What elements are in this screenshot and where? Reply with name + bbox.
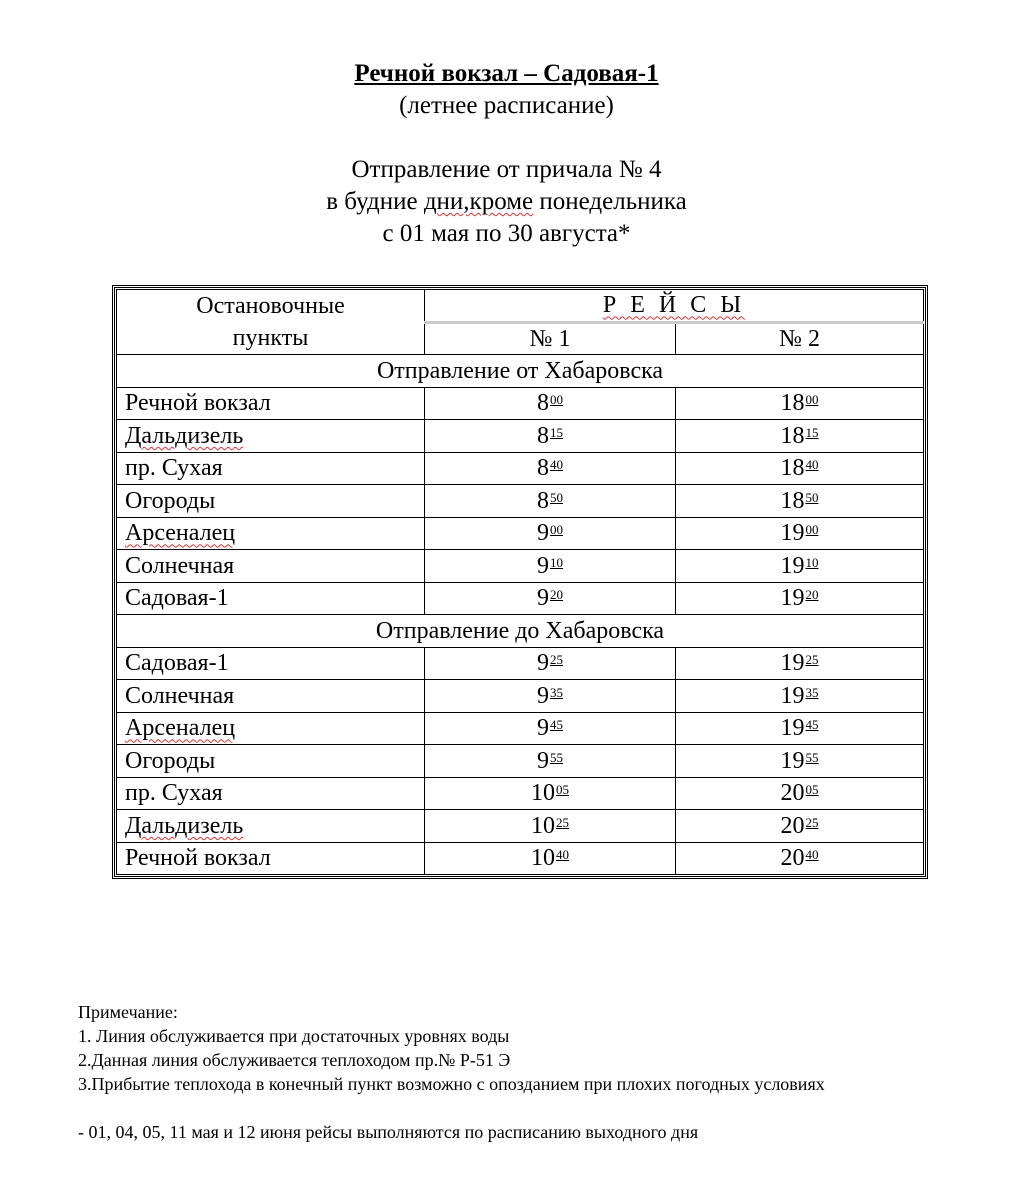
- stop-name: [117, 712, 425, 745]
- table-row: [117, 582, 924, 615]
- time-minutes: 40: [805, 457, 819, 473]
- stop-name: [117, 550, 425, 583]
- table-row: [117, 517, 924, 550]
- time-hours: 10: [531, 845, 555, 872]
- note-3: 3.Прибытие теплохода в конечный пункт возможно с опозданием при плохих погодных условиях: [78, 1074, 825, 1094]
- trip1-time: [425, 387, 676, 420]
- operating-days: [0, 186, 1013, 218]
- trip2-time: [676, 485, 924, 518]
- time-minutes: 00: [550, 392, 563, 408]
- stop-name: [117, 485, 425, 518]
- time-hours: 19: [780, 747, 805, 774]
- time-hours: 19: [780, 585, 805, 612]
- stop-name-text: Речной вокзал: [125, 390, 271, 417]
- time-hours: 8: [537, 455, 549, 482]
- trip2-time: [676, 517, 924, 550]
- stop-name: [117, 777, 425, 810]
- stop-name: [117, 582, 425, 615]
- trip1-time: [425, 810, 676, 843]
- time-minutes: 50: [805, 489, 819, 505]
- departure-pier: Отправление от причала № 4: [351, 156, 662, 183]
- stop-name-text: Солнечная: [125, 682, 235, 709]
- trip1-time: [425, 550, 676, 583]
- time-hours: 18: [780, 487, 805, 514]
- time-minutes: 25: [550, 652, 563, 668]
- table-row: [117, 810, 924, 843]
- stop-name: [117, 745, 425, 778]
- trip2-time: [676, 452, 924, 485]
- section-row-to: [117, 615, 924, 648]
- stop-name: [117, 680, 425, 713]
- time-hours: 19: [780, 552, 805, 579]
- trip1-header: № 1: [425, 322, 676, 355]
- time-minutes: 25: [556, 814, 569, 830]
- trip1-time: [425, 680, 676, 713]
- time-minutes: 00: [805, 522, 819, 538]
- time-hours: 20: [780, 845, 805, 872]
- time-hours: 19: [780, 650, 805, 677]
- stop-name: [117, 452, 425, 485]
- trip1-time: [425, 745, 676, 778]
- time-hours: 9: [537, 747, 549, 774]
- table-row: [117, 842, 924, 875]
- trip1-time: [425, 777, 676, 810]
- time-hours: 10: [531, 812, 555, 839]
- trip2-time: [676, 712, 924, 745]
- operating-days-post: понедельника: [533, 188, 687, 215]
- time-hours: 9: [537, 585, 549, 612]
- time-minutes: 45: [550, 717, 563, 733]
- trip2-time: [676, 387, 924, 420]
- trip2-header: № 2: [676, 322, 924, 355]
- trip1-time: [425, 517, 676, 550]
- time-minutes: 25: [805, 652, 819, 668]
- stop-name: [117, 420, 425, 453]
- stop-name-text: Арсеналец: [125, 715, 236, 742]
- time-minutes: 50: [550, 489, 563, 505]
- time-hours: 18: [780, 390, 805, 417]
- col-stops-header-bottom: пункты: [117, 322, 425, 355]
- time-minutes: 25: [805, 814, 819, 830]
- trip2-time: [676, 420, 924, 453]
- schedule-subtitle: (летнее расписание): [399, 92, 614, 119]
- time-minutes: 55: [805, 749, 819, 765]
- stop-name-text: Садовая-1: [125, 585, 229, 612]
- table-row: [117, 387, 924, 420]
- time-minutes: 15: [805, 424, 819, 440]
- operating-days-pre: в будние: [326, 188, 424, 215]
- time-hours: 18: [780, 455, 805, 482]
- time-hours: 19: [780, 715, 805, 742]
- notes: [78, 1000, 998, 1144]
- stop-name: [117, 810, 425, 843]
- table-row: [117, 420, 924, 453]
- note-2: 2.Данная линия обслуживается теплоходом пр.№ Р-51 Э: [78, 1050, 511, 1070]
- time-minutes: 35: [805, 684, 819, 700]
- trip2-time: [676, 810, 924, 843]
- stop-name-text: Арсеналец: [125, 520, 236, 547]
- stop-name-text: Дальдизель: [125, 422, 244, 449]
- time-hours: 20: [780, 812, 805, 839]
- trip1-time: [425, 485, 676, 518]
- trips-header-label: Р Е Й С Ы: [602, 292, 746, 319]
- stop-name: [117, 647, 425, 680]
- section-from-khabarovsk: Отправление от Хабаровска: [117, 355, 924, 388]
- note-4: - 01, 04, 05, 11 мая и 12 июня рейсы выполняются по расписанию выходного дня: [78, 1122, 699, 1142]
- stop-name-text: Речной вокзал: [125, 845, 271, 872]
- time-hours: 10: [531, 780, 555, 807]
- trip1-time: [425, 712, 676, 745]
- time-hours: 19: [780, 682, 805, 709]
- table-row: [117, 745, 924, 778]
- time-hours: 19: [780, 520, 805, 547]
- time-hours: 9: [537, 552, 549, 579]
- time-minutes: 45: [805, 717, 819, 733]
- time-hours: 9: [537, 715, 549, 742]
- time-minutes: 40: [805, 847, 819, 863]
- trip2-time: [676, 647, 924, 680]
- trip2-time: [676, 582, 924, 615]
- table-row: [117, 680, 924, 713]
- time-hours: 9: [537, 520, 549, 547]
- notes-heading: Примечание:: [78, 1002, 178, 1022]
- time-hours: 8: [537, 422, 549, 449]
- time-minutes: 15: [550, 424, 563, 440]
- table-row: [117, 452, 924, 485]
- stop-name-text: Огороды: [125, 747, 216, 774]
- trip1-time: [425, 647, 676, 680]
- stop-name: [117, 387, 425, 420]
- time-minutes: 10: [550, 554, 563, 570]
- table-row: [117, 485, 924, 518]
- table-row: [117, 550, 924, 583]
- route-title: Речной вокзал – Садовая-1: [354, 60, 659, 87]
- time-minutes: 10: [805, 554, 819, 570]
- stop-name: [117, 842, 425, 875]
- time-minutes: 00: [550, 522, 563, 538]
- time-minutes: 35: [550, 684, 563, 700]
- time-minutes: 00: [805, 392, 819, 408]
- stop-name: [117, 517, 425, 550]
- table-row: [117, 647, 924, 680]
- stop-name-text: пр. Сухая: [125, 455, 223, 482]
- trip1-time: [425, 420, 676, 453]
- time-minutes: 05: [805, 782, 819, 798]
- trip1-time: [425, 452, 676, 485]
- time-minutes: 20: [805, 587, 819, 603]
- time-hours: 8: [537, 487, 549, 514]
- schedule-table: [112, 285, 928, 879]
- time-minutes: 05: [556, 782, 569, 798]
- time-hours: 8: [537, 390, 549, 417]
- trip1-time: [425, 582, 676, 615]
- time-hours: 9: [537, 682, 549, 709]
- season-dates: с 01 мая по 30 августа*: [382, 220, 631, 247]
- time-minutes: 20: [550, 587, 563, 603]
- subheader-row: [117, 322, 924, 355]
- time-minutes: 40: [556, 847, 569, 863]
- trips-header: [425, 290, 924, 323]
- trip1-time: [425, 842, 676, 875]
- section-to-khabarovsk: Отправление до Хабаровска: [117, 615, 924, 648]
- stop-name-text: Садовая-1: [125, 650, 229, 677]
- time-minutes: 55: [550, 749, 563, 765]
- document-header: [0, 58, 1013, 250]
- section-row-from: [117, 355, 924, 388]
- table-row: [117, 777, 924, 810]
- table-row: [117, 712, 924, 745]
- time-hours: 9: [537, 650, 549, 677]
- operating-days-spell: дни,кроме: [423, 188, 534, 215]
- stop-name-text: пр. Сухая: [125, 780, 223, 807]
- trip2-time: [676, 550, 924, 583]
- stop-name-text: Солнечная: [125, 552, 235, 579]
- col-stops-header-top: Остановочные: [117, 290, 425, 323]
- note-1: 1. Линия обслуживается при достаточных уровнях воды: [78, 1026, 510, 1046]
- stop-name-text: Огороды: [125, 487, 216, 514]
- time-minutes: 40: [550, 457, 563, 473]
- time-hours: 18: [780, 422, 805, 449]
- time-hours: 20: [780, 780, 805, 807]
- trip2-time: [676, 680, 924, 713]
- trip2-time: [676, 745, 924, 778]
- stop-name-text: Дальдизель: [125, 812, 244, 839]
- header-row: [117, 290, 924, 323]
- trip2-time: [676, 842, 924, 875]
- trip2-time: [676, 777, 924, 810]
